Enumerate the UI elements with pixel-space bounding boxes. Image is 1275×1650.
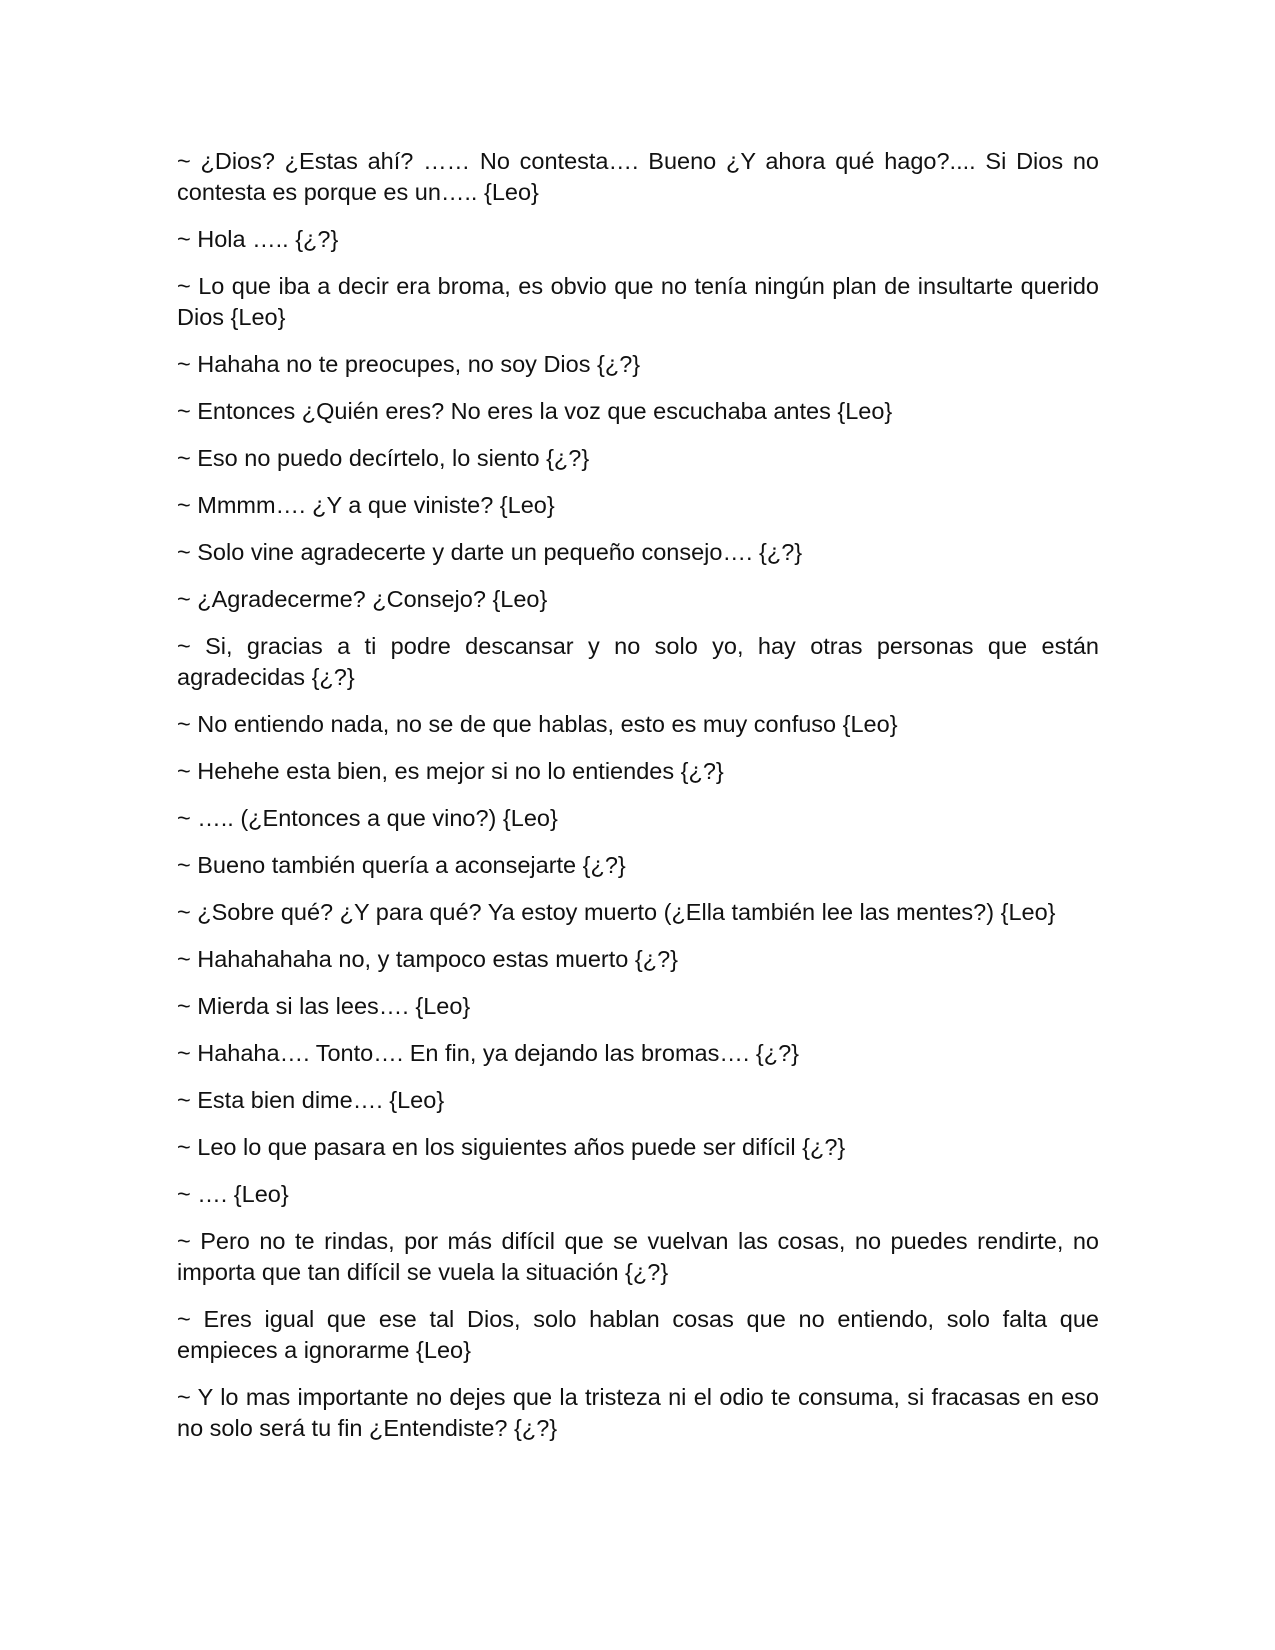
dialogue-line-16: ~ Hahahahaha no, y tampoco estas muerto {¿?} (177, 946, 679, 972)
dialogue-line-1: ~ ¿Dios? ¿Estas ahí? …… No contesta…. Bueno ¿Y ahora qué hago?.... Si Dios no contesta es porque es un….. {Leo} (177, 148, 1099, 205)
dialogue-line-10: ~ Si, gracias a ti podre descansar y no solo yo, hay otras personas que están agradecidas {¿?} (177, 633, 1099, 690)
dialogue-line-4: ~ Hahaha no te preocupes, no soy Dios {¿?} (177, 351, 641, 377)
dialogue-line-21: ~ …. {Leo} (177, 1181, 289, 1207)
dialogue-line-24: ~ Y lo mas importante no dejes que la tristeza ni el odio te consuma, si fracasas en eso no solo será tu fin ¿Entendiste? {¿?} (177, 1384, 1099, 1441)
dialogue-text (177, 146, 1099, 1460)
dialogue-line-5: ~ Entonces ¿Quién eres? No eres la voz que escuchaba antes {Leo} (177, 398, 893, 424)
dialogue-line-2: ~ Hola ….. {¿?} (177, 226, 339, 252)
dialogue-line-18: ~ Hahaha…. Tonto…. En fin, ya dejando las bromas…. {¿?} (177, 1040, 800, 1066)
dialogue-line-13: ~ ….. (¿Entonces a que vino?) {Leo} (177, 805, 558, 831)
dialogue-line-6: ~ Eso no puedo decírtelo, lo siento {¿?} (177, 445, 590, 471)
dialogue-line-7: ~ Mmmm…. ¿Y a que viniste? {Leo} (177, 492, 555, 518)
dialogue-line-8: ~ Solo vine agradecerte y darte un pequeño consejo…. {¿?} (177, 539, 803, 565)
dialogue-line-23: ~ Eres igual que ese tal Dios, solo hablan cosas que no entiendo, solo falta que empieces a ignorarme {Leo} (177, 1306, 1099, 1363)
dialogue-line-14: ~ Bueno también quería a aconsejarte {¿?} (177, 852, 626, 878)
dialogue-line-3: ~ Lo que iba a decir era broma, es obvio que no tenía ningún plan de insultarte querido Dios {Leo} (177, 273, 1099, 330)
dialogue-line-19: ~ Esta bien dime…. {Leo} (177, 1087, 445, 1113)
dialogue-line-20: ~ Leo lo que pasara en los siguientes años puede ser difícil {¿?} (177, 1134, 846, 1160)
dialogue-line-11: ~ No entiendo nada, no se de que hablas, esto es muy confuso {Leo} (177, 711, 898, 737)
dialogue-line-15: ~ ¿Sobre qué? ¿Y para qué? Ya estoy muerto (¿Ella también lee las mentes?) {Leo} (177, 899, 1056, 925)
dialogue-line-22: ~ Pero no te rindas, por más difícil que se vuelvan las cosas, no puedes rendirte, no importa que tan difícil se vuela la situación {¿?} (177, 1228, 1099, 1285)
dialogue-line-9: ~ ¿Agradecerme? ¿Consejo? {Leo} (177, 586, 548, 612)
dialogue-line-12: ~ Hehehe esta bien, es mejor si no lo entiendes {¿?} (177, 758, 724, 784)
dialogue-line-17: ~ Mierda si las lees…. {Leo} (177, 993, 471, 1019)
